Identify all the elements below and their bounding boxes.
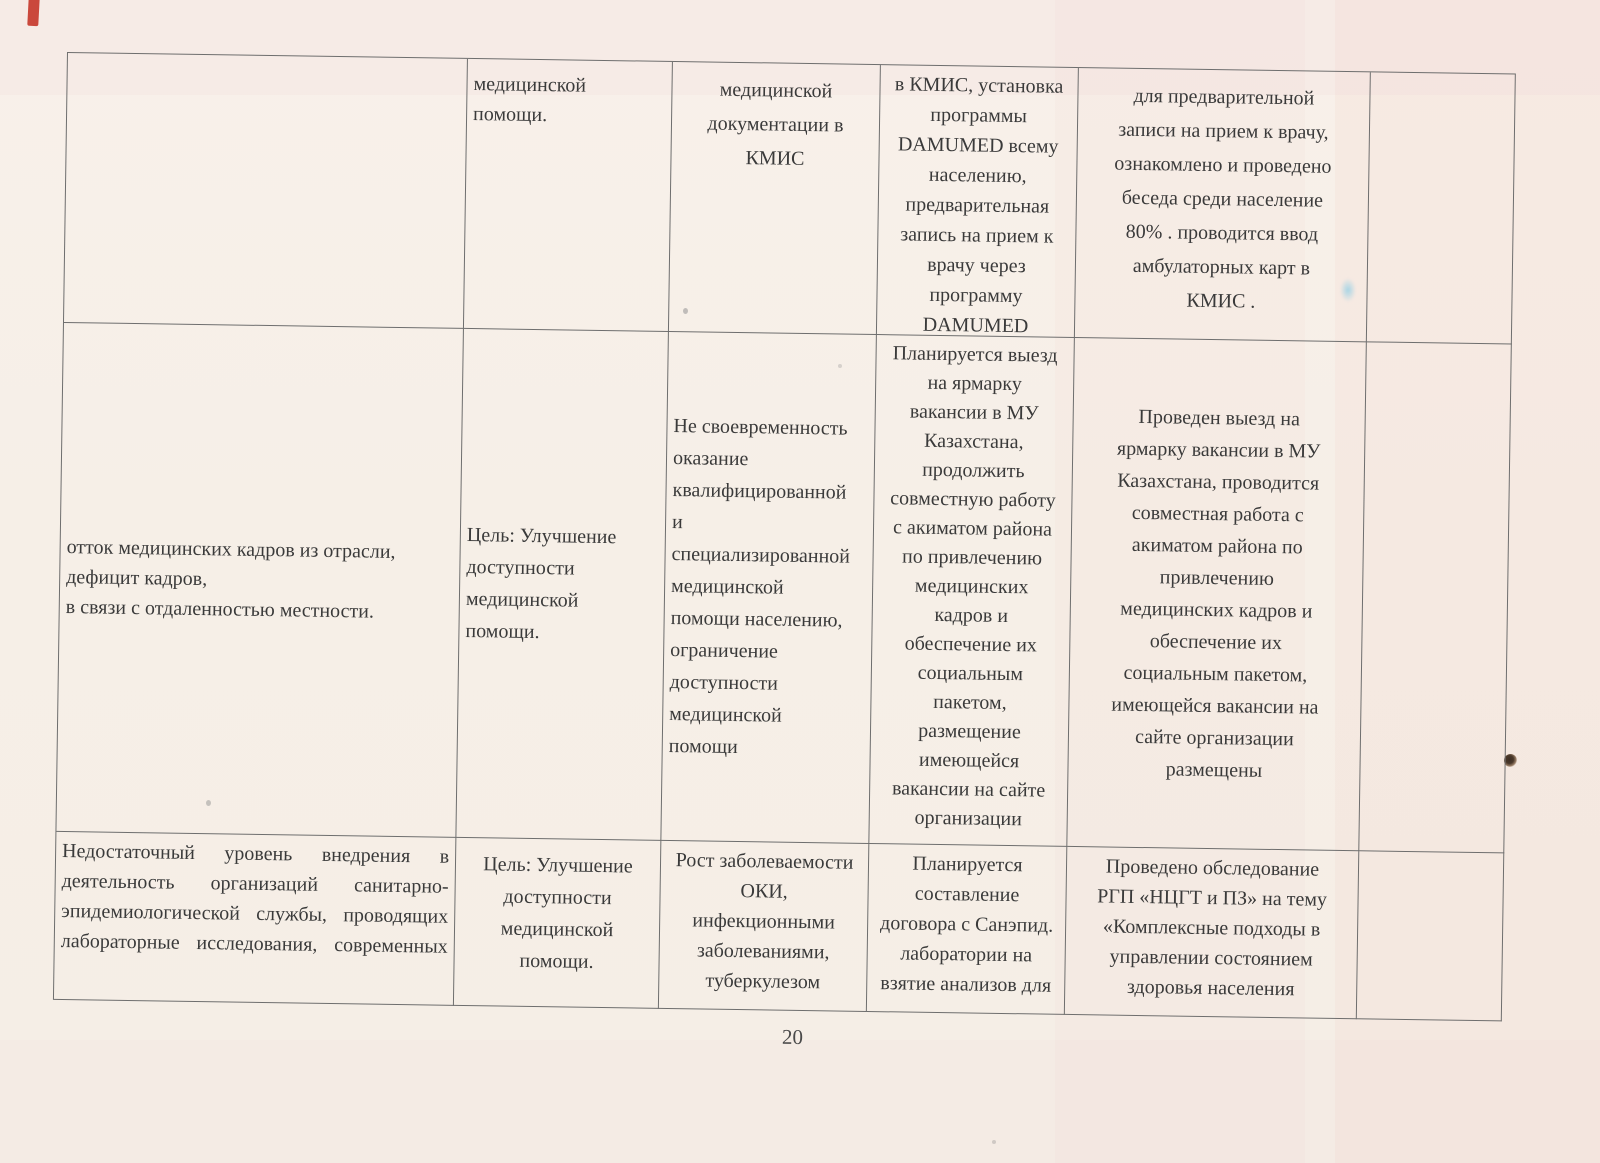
table-cell-r1c1 [64,53,468,329]
cell-text: Рост заболеваемости ОКИ, инфекционными заболеваниями, туберкулезом [675,849,854,994]
cell-text: Недостаточный уровень внедрения в деятельность организаций санитарно-эпидемиологической службы, проводящих лабораторные исследования, современных [60,840,450,958]
cell-text: для предварительной записи на прием к врачу, ознакомлено и проведено беседа среди население 80% . проводится ввод амбулаторных карт в КМИС . [1114,84,1332,313]
table-cell-r3c5 [1065,847,1359,1019]
cell-text: отток медицинских кадров из отрасли, дефицит кадров, в связи с отдаленностью местности. [65,536,396,623]
sheet-content [53,52,1516,1050]
cell-text: в КМИС, установка программы DAMUMED всему населению, предварительная запись на прием к врачу через программу DAMUMED [894,73,1064,338]
scan-tint [0,1040,1600,1163]
red-ink-mark [27,0,40,26]
page-number: 20 [781,1024,804,1050]
cell-text: Проведен выезд на ярмарку вакансии в МУ Казахстана, проводится совместная работа с акиматом района по привлечению медицинских кадров и обеспечение их социальным пакетом, имеющейся вакансии на сайте организации размещены [1111,405,1321,782]
cell-text: Планируется составление договора с Санэпид. лаборатории на взятие анализов для [879,852,1054,997]
cell-text: Цель: Улучшение доступности медицинской помощи. [465,523,617,644]
table-cell-r3c1 [54,832,456,1006]
table-cell-r1c3 [669,62,881,335]
table-cell-r1c6 [1367,72,1516,344]
cell-text: медицинской документации в КМИС [707,78,844,170]
cell-text: Не своевременность оказание квалифицированной и специализированной медицинской помощи населению, ограничение доступности медицинской помощи [668,415,851,759]
cell-text: Цель: Улучшение доступности медицинской помощи. [483,853,633,973]
table-cell-r1c4 [877,65,1079,338]
table-cell-r3c6 [1357,851,1504,1021]
table-cell-r2c6 [1359,342,1512,853]
cell-text: медицинской помощи. [472,73,587,127]
ink-dot [1504,754,1517,767]
table-cell-r2c2 [456,329,669,841]
table-cell-r3c3 [659,841,869,1012]
table-cell-r2c1 [56,323,464,838]
cell-text: Планируется выезд на ярмарку вакансии в МУ Казахстана, продолжить совместную работу с акиматом района по привлечению медицинских кадров и обеспечение их социальным пакетом, размещение имеющейся вакансии на сайте организации [890,342,1058,831]
table-cell-r2c5 [1067,338,1367,851]
cell-text: Проведено обследование РГП «НЦГТ и ПЗ» на тему «Комплексные подходы в управлении состоянием здоровья населения [1097,855,1328,1001]
paper-speck [992,1140,996,1144]
table-cell-r1c5 [1075,68,1371,342]
report-table [53,52,1516,1021]
table-cell-r3c2 [454,838,661,1009]
table-cell-r2c4 [869,335,1075,847]
table-cell-r2c3 [661,332,877,844]
table-cell-r3c4 [867,844,1067,1015]
table-cell-r1c2 [464,59,673,332]
